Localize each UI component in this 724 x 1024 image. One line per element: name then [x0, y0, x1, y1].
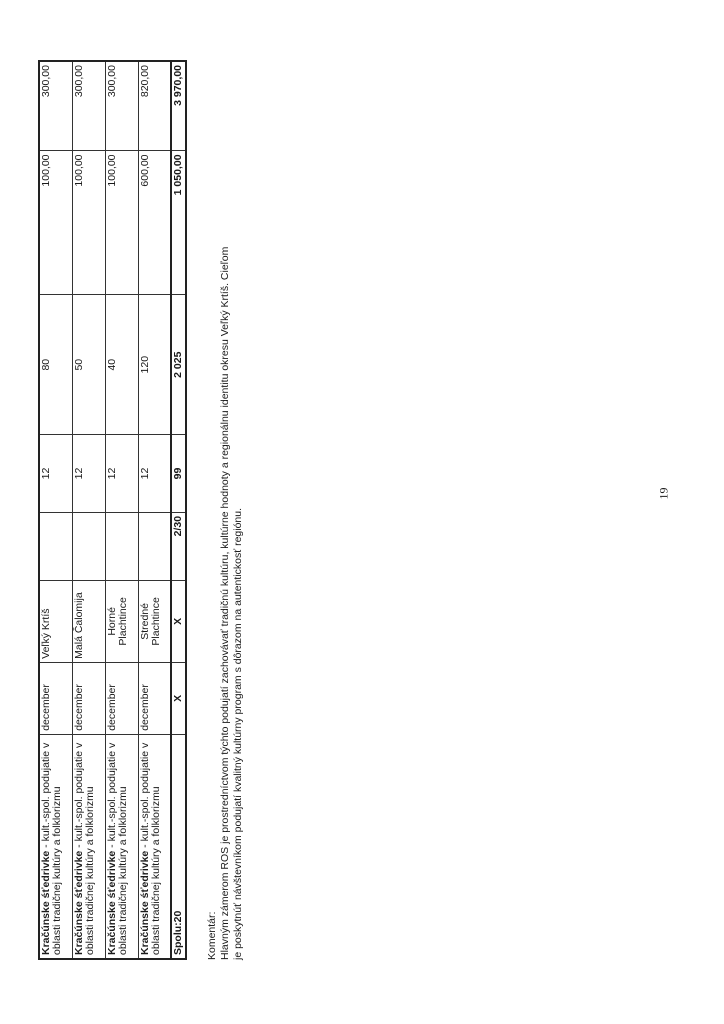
total-row [171, 61, 186, 959]
table-cell: 12 [72, 435, 105, 513]
table-cell: 12 [138, 435, 171, 513]
table-row [105, 61, 138, 959]
comment-block [206, 60, 245, 960]
total-cell: 2/30 [171, 512, 186, 580]
amount-cell: 100,00 [105, 151, 138, 295]
place-cell: Horné Plachtince [105, 580, 138, 662]
amount-cell: 100,00 [39, 151, 72, 295]
month-cell: december [72, 662, 105, 734]
month-cell: december [138, 662, 171, 734]
visitors-cell: 40 [105, 295, 138, 435]
comment-heading: Komentár: [206, 911, 218, 960]
event-name-cell: Kračúnske śťedrivke - kult.-spol. podujatie v oblasti tradičnej kultúry a folklorizmu [39, 734, 72, 959]
total-visitors: 2 025 [171, 295, 186, 435]
place-cell: Stredné Plachtince [138, 580, 171, 662]
visitors-cell: 80 [39, 295, 72, 435]
visitors-cell: 50 [72, 295, 105, 435]
table-cell [72, 512, 105, 580]
amount-cell: 300,00 [39, 61, 72, 151]
table-cell: 12 [105, 435, 138, 513]
amount-cell: 100,00 [72, 151, 105, 295]
total-amount: 1 050,00 [171, 151, 186, 295]
place-cell: Veľký Krtíš [39, 580, 72, 662]
amount-cell: 300,00 [105, 61, 138, 151]
table-row [72, 61, 105, 959]
events-table [38, 60, 187, 960]
amount-cell: 820,00 [138, 61, 171, 151]
place-cell: Malá Čalomija [72, 580, 105, 662]
event-name-cell: Kračúnske śťedrivke - kult.-spol. podujatie v oblasti tradičnej kultúry a folklorizmu [72, 734, 105, 959]
total-cell: 99 [171, 435, 186, 513]
table-cell [138, 512, 171, 580]
table-row [39, 61, 72, 959]
event-name-cell: Kračúnske śťedrivke - kult.-spol. podujatie v oblasti tradičnej kultúry a folklorizmu [138, 734, 171, 959]
page-number: 19 [656, 487, 671, 500]
rotated-landscape-content [38, 60, 268, 960]
table-row [138, 61, 171, 959]
visitors-cell: 120 [138, 295, 171, 435]
total-place: X [171, 580, 186, 662]
comment-line: je poskytnúť návštevníkom podujatí kvalitný kultúrny program s dôrazom na autentickosť regiónu. [232, 507, 244, 960]
table-cell [105, 512, 138, 580]
table-cell: 12 [39, 435, 72, 513]
amount-cell: 600,00 [138, 151, 171, 295]
total-amount: 3 970,00 [171, 61, 186, 151]
total-month: X [171, 662, 186, 734]
month-cell: december [39, 662, 72, 734]
comment-line: Hlavným zámerom ROS je prostredníctvom týchto podujatí zachovávať tradičnú kultúru, kultúrne hodnoty a regionálnu identitu okresu Veľký Krtíš. Cieľom [219, 246, 231, 960]
month-cell: december [105, 662, 138, 734]
table-cell [39, 512, 72, 580]
total-label: Spolu:20 [171, 734, 186, 959]
event-name-cell: Kračúnske śťedrivke - kult.-spol. podujatie v oblasti tradičnej kultúry a folklorizmu [105, 734, 138, 959]
amount-cell: 300,00 [72, 61, 105, 151]
